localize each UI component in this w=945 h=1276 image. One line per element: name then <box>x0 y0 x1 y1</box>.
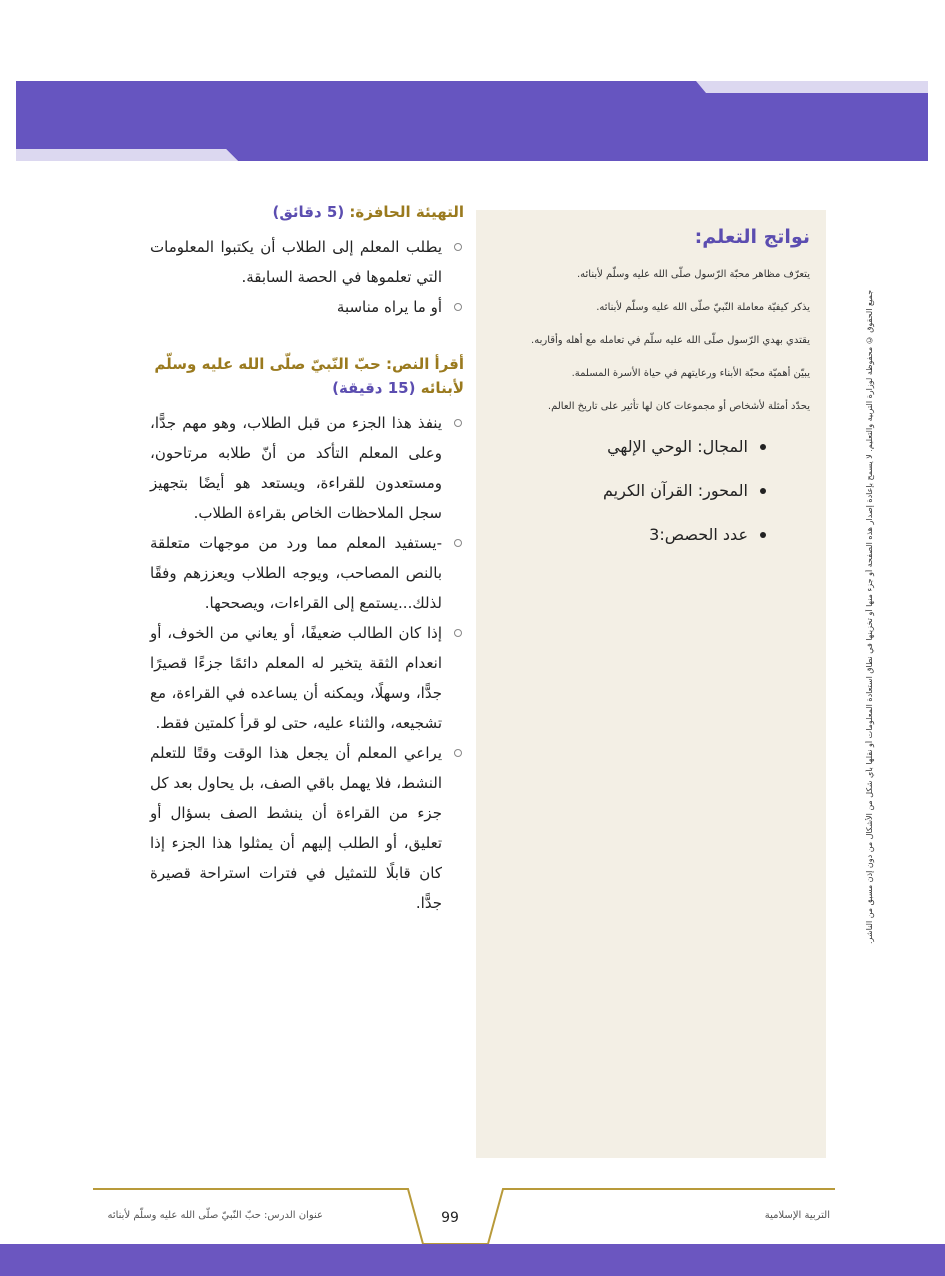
list-item <box>150 738 464 918</box>
reading-title: أقرأ النص: حبّ النّبيّ صلّى الله عليه وسلّم لأبنائه <box>154 355 464 397</box>
footer-band <box>0 1244 945 1276</box>
warmup-heading <box>150 200 464 224</box>
outcomes-title: نواتج التعلم: <box>694 226 810 248</box>
list-item <box>150 618 464 738</box>
bullet-icon <box>454 629 462 637</box>
banner-top-tab <box>676 81 928 93</box>
bullet-icon <box>454 243 462 251</box>
banner-light-tab <box>16 149 238 161</box>
outcome-item: يذكر كيفيّة معاملة النّبيّ صلّى الله عليه وسلّم لأبنائه. <box>596 302 810 313</box>
page-number: 99 <box>441 1210 459 1226</box>
bullet-icon <box>454 749 462 757</box>
footer-lesson-title: عنوان الدرس: حبّ النّبيّ صلّى الله عليه وسلّم لأبنائه <box>107 1210 323 1221</box>
reading-duration: (15 دقيقة) <box>332 379 416 397</box>
list-item-text: يطلب المعلم إلى الطلاب أن يكتبوا المعلومات التي تعلموها في الحصة السابقة. <box>150 238 442 286</box>
meta-axis: المحور: القرآن الكريم <box>492 480 766 502</box>
reading-heading <box>150 352 464 400</box>
warmup-list <box>150 232 464 322</box>
list-item-text: ينفذ هذا الجزء من قبل الطلاب، وهو مهم جدًّا، وعلى المعلم التأكد من أنّ طلابه مرتاحون، ومستعدون للقراءة، ويستعد هو أيضًا بتجهيز سجل الملاحظات الخاص بقراءة الطلاب. <box>150 414 442 522</box>
header-banner <box>16 81 928 161</box>
list-item-text: إذا كان الطالب ضعيفًا، أو يعاني من الخوف، أو انعدام الثقة يتخير له المعلم دائمًا جزءًا قصيرًا جدًّا، وسهلًا، ويمكنه أن يساعده في القراءة، مع تشجيعه، والثناء عليه، حتى لو قرأ كلمتين فقط. <box>150 624 442 732</box>
copyright-note: جميع الحقوق © محفوظة لوزارة التربية والتعليم. لا يسمح بإعادة إصدار هذه الصفحة أو جزء منها أو تخزينها في نطاق استعادة المعلومات أو نقلها بأي شكل من الأشكال من دون إذن مسبق من الناشر. <box>865 290 874 945</box>
footer-subject: التربية الإسلامية <box>764 1210 830 1221</box>
learning-outcomes-box <box>476 210 826 1158</box>
reading-list <box>150 408 464 918</box>
warmup-duration: (5 دقائق) <box>272 203 345 221</box>
outcome-item: يبيّن أهميّة محبّة الأبناء ورعايتهم في حياة الأسرة المسلمة. <box>571 368 810 379</box>
outcome-item: يتعرّف مظاهر محبّة الرّسول صلّى الله عليه وسلّم لأبنائه. <box>576 269 810 280</box>
list-item-text: أو ما يراه مناسبة <box>336 298 442 316</box>
lesson-meta-list <box>492 436 810 546</box>
bullet-icon <box>454 539 462 547</box>
list-item <box>150 232 464 292</box>
bullet-icon <box>454 419 462 427</box>
section-gap <box>150 322 464 352</box>
outcome-item: يحدّد أمثلة لأشخاص أو مجموعات كان لها تأثير على تاريخ العالم. <box>547 401 810 412</box>
bullet-icon <box>454 303 462 311</box>
main-content <box>150 200 464 918</box>
list-item <box>150 292 464 322</box>
outcome-item: يقتدي بهدي الرّسول صلّى الله عليه سلّم في تعامله مع أهله وأقاربه. <box>531 335 810 346</box>
list-item <box>150 528 464 618</box>
list-item-text: يراعي المعلم أن يجعل هذا الوقت وقتًا للتعلم النشط، فلا يهمل باقي الصف، بل يحاول بعد كل جزء من القراءة أن ينشط الصف بسؤال أو تعليق، أو الطلب إليهم أن يمثلوا هذا الجزء إذا كان قابلًا للتمثيل في فترات استراحة قصيرة جدًّا. <box>150 744 442 912</box>
warmup-title: التهيئة الحافزة: <box>349 203 464 221</box>
meta-domain: المجال: الوحي الإلهي <box>492 436 766 458</box>
meta-sessions: عدد الحصص:3 <box>492 524 766 546</box>
list-item-text: -يستفيد المعلم مما ورد من موجهات متعلقة بالنص المصاحب، ويوجه الطلاب ويعززهم وفقًا لذلك...يستمع إلى القراءات، ويصححها. <box>150 534 442 612</box>
list-item <box>150 408 464 528</box>
outcomes-list <box>492 268 810 414</box>
